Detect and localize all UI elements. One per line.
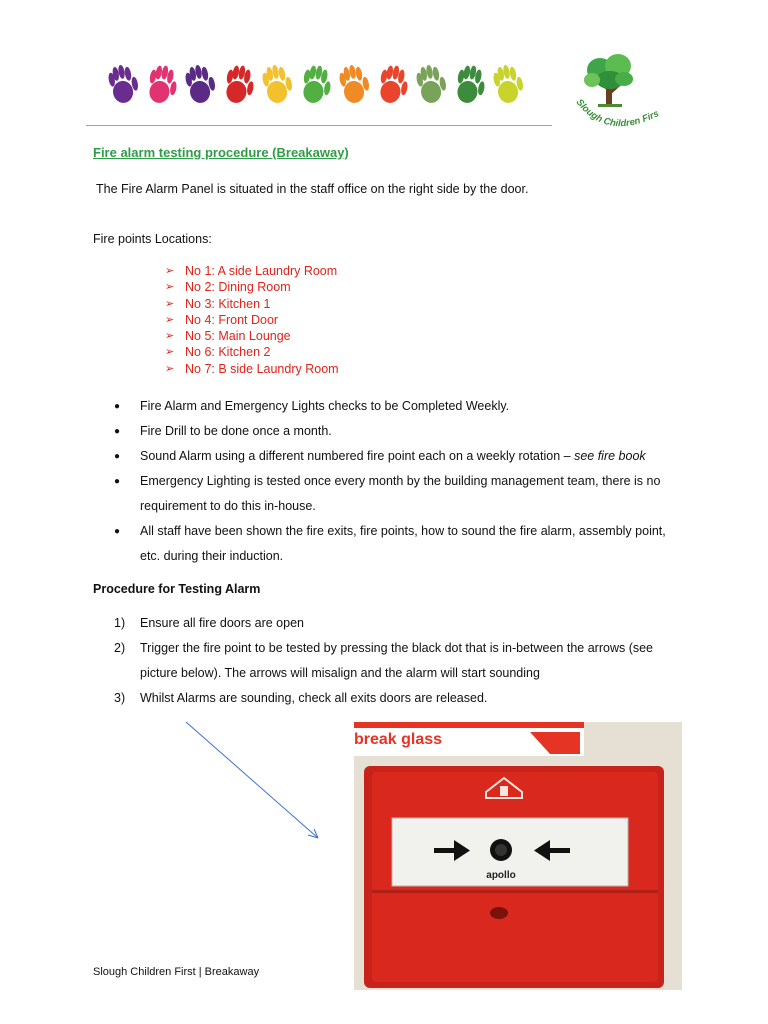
page-title: Fire alarm testing procedure (Breakaway) (93, 145, 349, 160)
intro-paragraph: The Fire Alarm Panel is situated in the staff office on the right side by the door. (96, 182, 529, 196)
arrow-bullet-icon: ➢ (165, 346, 175, 359)
arrow-bullet-icon: ➢ (165, 281, 175, 294)
bullet-item (114, 469, 674, 519)
bullet-text: All staff have been shown the fire exits, fire points, how to sound the fire alarm, assembly point, etc. during their induction. (140, 524, 666, 563)
arrow-bullet-icon: ➢ (165, 330, 175, 343)
location-item (165, 263, 339, 279)
bullet-dot-icon: ● (114, 476, 121, 487)
hand-print-icon (146, 63, 180, 105)
hand-print-icon (261, 63, 295, 105)
arrow-bullet-icon: ➢ (165, 313, 175, 326)
bullet-item (114, 444, 674, 469)
hand-print-icon (415, 63, 449, 105)
step-text: Trigger the fire point to be tested by pressing the black dot that is in-between the arrows (see picture below). The arrows will misalign and the alarm will start sounding (140, 641, 654, 680)
arrow-bullet-icon: ➢ (165, 297, 175, 310)
step-text: Whilst Alarms are sounding, check all exits doors are released. (140, 691, 488, 705)
pointer-arrow (180, 718, 330, 848)
location-item (165, 312, 339, 328)
bullet-emphasis: see fire book (574, 449, 646, 463)
hand-print-icon (300, 63, 334, 105)
bullet-item (114, 394, 674, 419)
bullet-text: Emergency Lighting is tested once every month by the building management team, there is no requirement to do this in-house. (140, 474, 661, 513)
step-number: 1) (114, 616, 126, 630)
procedure-step (114, 611, 674, 636)
procedure-step (114, 686, 674, 711)
arrow-bullet-icon: ➢ (165, 265, 175, 277)
fire-point-locations-list (165, 263, 339, 377)
bullet-dot-icon: ● (114, 451, 121, 462)
arrow-bullet-icon: ➢ (165, 362, 175, 375)
location-item (165, 279, 339, 295)
hand-print-icon (184, 63, 218, 105)
location-label: No 1: A side Laundry Room (185, 264, 338, 278)
bullet-text: Sound Alarm using a different numbered fire point each on a weekly rotation – (140, 449, 575, 463)
location-item (165, 361, 339, 377)
hand-print-icon (338, 63, 372, 105)
hand-print-icon (107, 63, 141, 105)
step-number: 3) (114, 691, 126, 705)
bullet-dot-icon: ● (114, 401, 121, 412)
bullet-item (114, 419, 674, 444)
bullet-text: Fire Drill to be done once a month. (140, 424, 332, 438)
location-label: No 6: Kitchen 2 (185, 345, 271, 360)
location-item (165, 296, 339, 312)
call-point-photo (354, 722, 682, 990)
apollo-brand-text: apollo (486, 870, 516, 881)
location-label: No 2: Dining Room (185, 280, 291, 295)
hand-print-icon (377, 63, 411, 105)
slough-children-first-logo (566, 46, 666, 138)
step-text: Ensure all fire doors are open (140, 616, 304, 630)
bullet-item (114, 519, 674, 569)
location-label: No 7: B side Laundry Room (185, 361, 339, 376)
page-footer: Slough Children First | Breakaway (93, 966, 260, 978)
logo-text: Slough Children Firs (573, 97, 661, 130)
hand-print-icon (223, 63, 257, 105)
checks-bullet-list (114, 394, 674, 569)
hand-print-icon (492, 63, 526, 105)
bullet-dot-icon: ● (114, 426, 121, 437)
location-label: No 3: Kitchen 1 (185, 296, 271, 311)
bullet-text: Fire Alarm and Emergency Lights checks to be Completed Weekly. (140, 399, 510, 413)
procedure-steps-list (114, 611, 674, 711)
locations-label: Fire points Locations: (93, 232, 212, 246)
call-point-illustration (354, 722, 682, 990)
header-divider (86, 125, 552, 126)
location-item (165, 344, 339, 360)
tree-icon (584, 54, 633, 107)
break-glass-sign-text: break glass (354, 731, 443, 748)
hands-banner-image (104, 56, 534, 106)
procedure-step (114, 636, 674, 686)
procedure-heading: Procedure for Testing Alarm (93, 582, 261, 596)
location-label: No 4: Front Door (185, 312, 279, 327)
hand-print-icon (454, 63, 488, 105)
bullet-dot-icon: ● (114, 526, 121, 537)
location-item (165, 328, 339, 344)
location-label: No 5: Main Lounge (185, 329, 291, 344)
step-number: 2) (114, 641, 126, 655)
